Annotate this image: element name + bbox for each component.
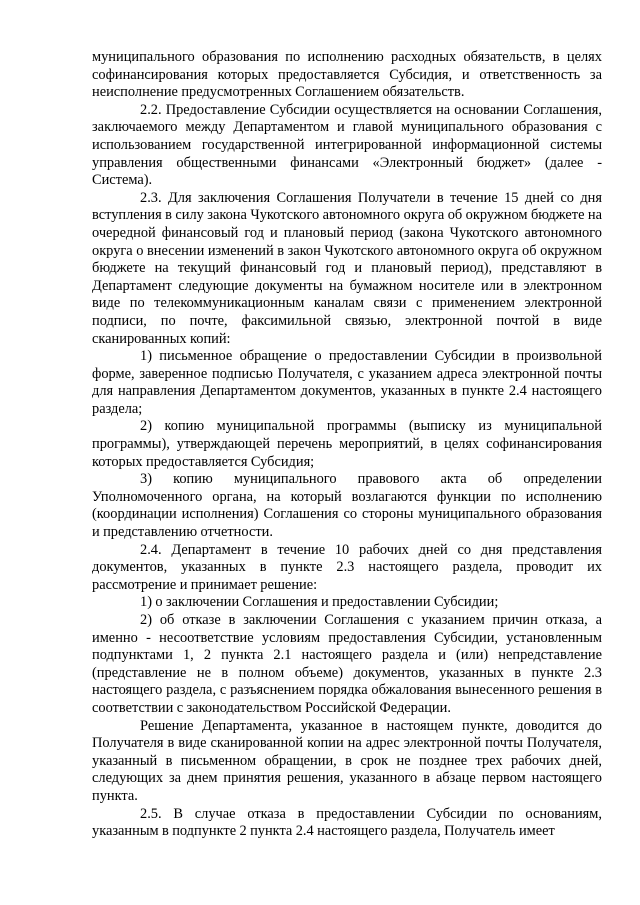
- paragraph: муниципального образования по исполнению расходных обязательств, в целях софинансирования которых предоставляется Субсидия, и ответственность за неисполнение предусмотренных Соглашением обязательств.: [92, 49, 602, 101]
- list-item: 3) копию муниципального правового акта об определении Уполномоченного органа, на который возлагаются функции по исполнению (координации исполнения) Соглашения со стороны муниципального образования и представлению отчетности.: [92, 471, 602, 541]
- paragraph-2-5: 2.5. В случае отказа в предоставлении Субсидии по основаниям, указанным в подпункте 2 пункта 2.4 настоящего раздела, Получатель имеет: [92, 805, 602, 840]
- list-item: 2) копию муниципальной программы (выписку из муниципальной программы), утверждающей перечень мероприятий, в целях софинансирования которых предоставляется Субсидия;: [92, 418, 602, 470]
- paragraph: Решение Департамента, указанное в настоящем пункте, доводится до Получателя в виде сканированной копии на адрес электронной почты Получателя, указанный в письменном обращении, в срок не позднее трех рабочих дней, следующих за днем принятия решения, указанного в абзаце первом настоящего пункта.: [92, 717, 602, 804]
- document-page: [92, 49, 602, 841]
- paragraph-2-2: 2.2. Предоставление Субсидии осуществляется на основании Соглашения, заключаемого между Департаментом и главой муниципального образования с использованием государственной интегрированной информационной системы управления общественными финансами «Электронный бюджет» (далее - Система).: [92, 101, 602, 189]
- list-item: 1) письменное обращение о предоставлении Субсидии в произвольной форме, заверенное подписью Получателя, с указанием адреса электронной почты для направления Департаментом документов, указанных в пункте 2.4 настоящего раздела;: [92, 348, 602, 417]
- paragraph-2-4: 2.4. Департамент в течение 10 рабочих дней со дня представления документов, указанных в пункте 2.3 настоящего раздела, проводит их рассмотрение и принимает решение:: [92, 541, 602, 593]
- list-item: 1) о заключении Соглашения и предоставлении Субсидии;: [140, 594, 499, 611]
- list-item: 2) об отказе в заключении Соглашения с указанием причин отказа, а именно - несоответствие условиям предоставления Субсидии, установленным подпунктами 1, 2 пункта 2.1 настоящего раздела и (или) непредставление (представление не в полном объеме) документов, указанных в пункте 2.3 настоящего раздела, с разъяснением порядка обжалования вынесенного решения в соответствии с законодательством Российской Федерации.: [92, 612, 602, 716]
- paragraph-2-3: 2.3. Для заключения Соглашения Получатели в течение 15 дней со дня вступления в силу закона Чукотского автономного округа об окружном бюджете на очередной финансовый год и плановый период (закона Чукотского автономного округа о внесении изменений в закон Чукотского автономного округа об окружном бюджете на текущий финансовый год и плановый период), представляют в Департамент следующие документы на бумажном носителе или в электронном виде по телекоммуникационным каналам связи с применением электронной подписи, по почте, факсимильной связью, электронной почтой в виде сканированных копий:: [92, 189, 602, 347]
